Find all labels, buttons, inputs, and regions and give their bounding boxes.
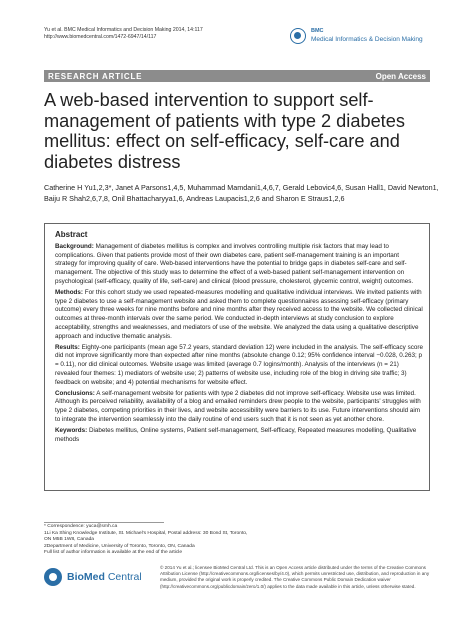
journal-logo: [290, 27, 430, 47]
license-text: © 2014 Yu et al.; licensee BioMed Central Ltd. This is an Open Access article distributed under the terms of the Creative Commons Attribution License (http://creativecommons.org/licenses/by/4.0), which permits unrestricted use, distribution, and reproduction in any medium, provided the original work is properly credited. The Creative Commons Public Domain Dedication waiver (http://creativecommons.org/publicdomain/zero/1.0/) applies to the data made available in this article, unless otherwise stated.: [160, 565, 430, 589]
citation-header: [44, 27, 203, 41]
citation-url[interactable]: http://www.biomedcentral.com/1472-6947/14/117: [44, 34, 157, 40]
abstract-methods: [55, 289, 423, 341]
background-text: Management of diabetes mellitus is complex and involves controlling multiple risk factors that may lead to complications. Given that patients provide most of their own diabetes care, patient self-management training is an important strategy for improving quality of care. Web-based interventions have the potential to bridge gaps in diabetes self-care and self-management. The objective of this study was to determine the effect of a web-based patient self-management intervention on psychological (self-efficacy, quality of life, self-care) and clinical (blood pressure, cholesterol, glycemic control, weight) outcomes.: [55, 243, 414, 285]
methods-text: For this cohort study we used repeated-measures modelling and qualitative individual interviews. We invited patients with type 2 diabetes to use a self-management website and asked them to complete questionnaires assessing self-efficacy (primary outcome) every three weeks for nine months before and nine months after they received access to the website. We collected clinical outcomes at three-month intervals over the same period. We conducted in-depth interviews at study conclusion to explore acceptability, strengths and weaknesses, and mediators of use of the website. We analyzed the data using a qualitative descriptive approach and inductive thematic analysis.: [55, 289, 423, 340]
abstract-body: [55, 243, 423, 447]
article-title: A web-based intervention to support self-management of patients with type 2 diabetes mellitus: effect on self-efficacy, self-care and diabetes distress: [44, 90, 405, 172]
logo-journal-name: Medical Informatics & Decision Making: [311, 36, 423, 43]
abstract-conclusions: [55, 390, 423, 425]
author-info-note: Full list of author information is available at the end of the article: [44, 550, 183, 556]
abstract-results: [55, 344, 423, 388]
article-type-banner: [44, 70, 430, 82]
affiliation-1: 1Li Ka Shing Knowledge Institute, St. Michael's Hospital, Postal address: 30 Bond St, Toronto, ON M5B 1W8, Canada: [44, 530, 248, 543]
publisher-logo: [44, 567, 154, 589]
publisher-name: [67, 571, 142, 583]
abstract-keywords: [55, 427, 423, 444]
background-label: Background:: [55, 243, 94, 250]
keywords-label: Keywords:: [55, 427, 88, 435]
results-text: Eighty-one participants (mean age 57.2 years, standard deviation 12) were included in the analysis. The self-efficacy score did not improve significantly more than expected after nine months (absolute change 0.12; 95% confidence interval −0.028, 0.263; p = 0.11), nor did clinical outcomes. Website usage was limited (average 0.7 logins/month). Analysis of the interviews (n = 21) revealed four themes: 1) mediators of website use; 2) patterns of website use, including role of the blog in driving site traffic; 3) feedback on website; and 4) potential mechanisms for website effect.: [55, 343, 423, 386]
citation-line: Yu et al. BMC Medical Informatics and Decision Making 2014, 14:117: [44, 27, 203, 33]
keywords-text: Diabetes mellitus, Online systems, Patient self-management, Self-efficacy, Repeated measures modelling, Qualitative methods: [55, 427, 417, 443]
footnotes: [44, 524, 254, 557]
article-type-label: RESEARCH ARTICLE: [48, 71, 143, 81]
abstract-heading: Abstract: [55, 230, 88, 239]
footnote-divider: [44, 522, 164, 523]
abstract-background: [55, 243, 423, 287]
correspondence-note[interactable]: * Correspondence: yuca@smh.ca: [44, 524, 118, 529]
affiliation-2: 2Department of Medicine, University of Toronto, Toronto, ON, Canada: [44, 543, 195, 549]
conclusions-text: A self-management website for patients with type 2 diabetes did not improve self-efficacy. Website use was limited. Although its perceived reliability, availability of a blog and emailed reminders drew people to the website, participants' struggles with type 2 diabetes, competing priorities in their lives, and website accessibility were barriers to its use. Future interventions should aim to integrate the intervention seamlessly into the daily routine of end users such that it is not seen as yet another chore.: [55, 389, 421, 423]
logo-small-text: BMC: [311, 28, 324, 34]
author-list: Catherine H Yu1,2,3*, Janet A Parsons1,4,5, Muhammad Mamdani1,4,6,7, Gerald Lebovic4,6, Susan Hall1, David Newton1, Baiju R Shah2,6,7,8, Onil Bhattacharyya1,6, Andreas Laupacis1,2,6 and Sharon E Straus1,2,6: [44, 183, 439, 203]
publisher-name-bold: BioMed: [67, 571, 105, 583]
conclusions-label: Conclusions:: [55, 389, 95, 397]
open-access-label: Open Access: [375, 71, 426, 81]
abstract-box: [44, 223, 430, 491]
bmc-logo-icon: [290, 28, 306, 44]
publisher-name-rest: Central: [104, 571, 142, 583]
methods-label: Methods:: [55, 289, 83, 297]
results-label: Results:: [55, 343, 80, 351]
biomed-central-logo-icon: [44, 568, 62, 586]
